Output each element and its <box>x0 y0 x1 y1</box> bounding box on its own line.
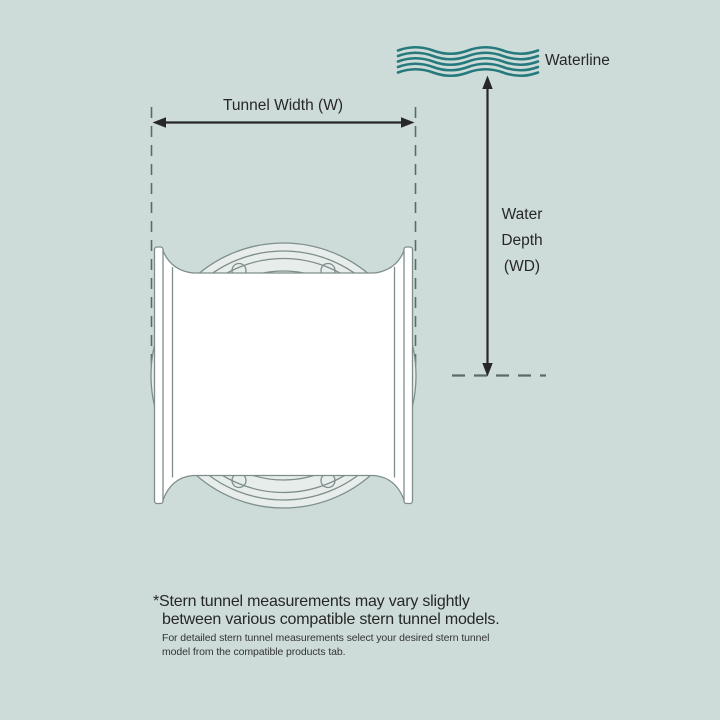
right-flange-edge <box>404 247 413 504</box>
waterline-label: Waterline <box>545 52 610 69</box>
tunnel-width-arrow <box>153 117 415 127</box>
water-depth-arrow <box>482 76 492 377</box>
tunnel-body <box>163 250 405 502</box>
waterline-waves-icon <box>398 47 538 76</box>
left-flange-edge <box>155 247 164 504</box>
footnote-primary: *Stern tunnel measurements may vary slightly between various compatible stern tunnel models. <box>153 593 500 628</box>
tunnel-width-label: Tunnel Width (W) <box>222 97 343 114</box>
footnote-secondary: For detailed stern tunnel measurements select your desired stern tunnel model from the compatible products tab. <box>162 632 490 658</box>
water-depth-label: Water Depth (WD) <box>501 206 543 275</box>
